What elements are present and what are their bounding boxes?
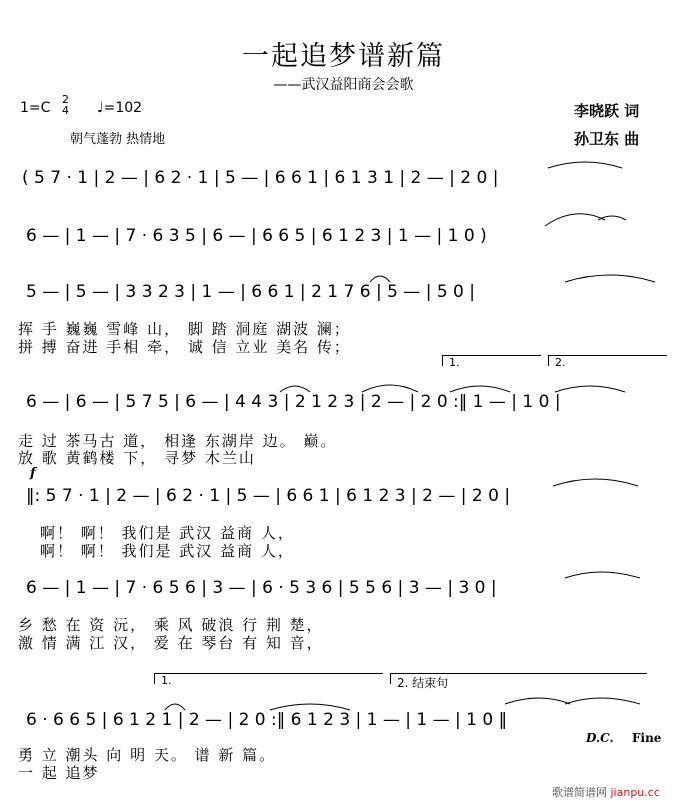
tie-arc [548,162,622,168]
tie-arc [553,479,638,486]
score-line-7: 6 · 6 6 5 | 6 1 2 1 | 2 — | 2 0 :‖ 6 1 2 3 | 1 — | 1 — | 1 0 ‖ [26,710,508,730]
composer-credit: 孙卫东 曲 [574,130,640,148]
lyrics-line-6-verse-1: 乡 愁 在 资 沅， 乘 风 破浪 行 荆 楚， [18,616,324,634]
lyrics-line-5-verse-2: 啊！ 啊！ 我们是 武汉 益商 人， [40,542,295,560]
lyrics-line-3-verse-2: 拼 搏 奋进 手相 牵， 诚 信 立业 美名 传； [18,338,351,356]
da-capo-mark: D.C. [586,731,614,745]
tie-arc [280,386,310,392]
score-line-1: ( 5 7 · 1 | 2 — | 6 2 · 1 | 5 — | 6 6 1 | 6 1 3 1 | 2 — | 2 0 | [22,168,499,188]
volta-1-label: 1. [449,356,460,369]
time-sig-bottom: 4 [62,104,69,117]
key-signature: 1=C [20,100,51,116]
score-line-5: ‖: 5 7 · 1 | 2 — | 6 2 · 1 | 5 — | 6 6 1 | 6 1 2 3 | 2 — | 2 0 | [26,486,511,506]
tie-arc [362,385,418,392]
watermark-site-name: 歌谱简谱网 [552,786,607,799]
score-line-4: 6 — | 6 — | 5 7 5 | 6 — | 4 4 3 | 2 1 2 3 | 2 — | 2 0 :‖ 1 — | 1 0 | [26,392,561,412]
score-line-6: 6 — | 1 — | 7 · 6 5 6 | 3 — | 6 · 5 3 6 | 5 5 6 | 3 — | 3 0 | [26,578,497,598]
lyrics-line-3-verse-1: 挥 手 巍巍 雪峰 山， 脚 踏 洞庭 湖波 澜； [18,320,351,338]
tie-arc [565,572,640,578]
song-title: 一起追梦谱新篇 [242,41,445,72]
lyrics-line-4-verse-1: 走 过 茶马古 道， 相逢 东湖岸 边。 巅。 [18,432,338,450]
tie-arc [565,698,640,704]
tie-arc [555,386,625,392]
fine-mark: Fine [632,731,662,745]
tie-arc [505,698,570,704]
tie-arc [565,275,655,282]
lyrics-line-7-verse-1: 勇 立 潮头 向 明 天。 谱 新 篇。 [18,746,277,764]
expression-marking: 朝气蓬勃 热情地 [70,132,166,147]
tie-arc [545,214,605,226]
score-line-2: 6 — | 1 — | 7 · 6 3 5 | 6 — | 6 6 5 | 6 1 2 3 | 1 — | 1 0 ) [26,226,487,246]
volta-1-final-label: 1. [161,674,172,687]
tie-arc [165,704,185,710]
lyrics-line-6-verse-2: 激 情 满 江 汉， 爱 在 琴台 有 知 音， [18,634,324,652]
tempo-marking: ♩=102 [97,100,143,116]
volta-2-label: 2. [555,356,566,369]
volta-2-final-label: 2. 结束句 [397,676,449,690]
tie-arc [370,276,390,282]
lyricist-credit: 李晓跃 词 [574,102,640,120]
song-subtitle: ——武汉益阳商会会歌 [273,77,414,93]
lyrics-line-5-verse-1: 啊！ 啊！ 我们是 武汉 益商 人， [40,524,295,542]
lyrics-line-7-verse-2: 一 起 追梦 [18,764,100,782]
score-line-3: 5 — | 5 — | 3 3 2 3 | 1 — | 6 6 1 | 2 1 7 6 | 5 — | 5 0 | [26,282,475,302]
time-sig-top: 2 [62,93,69,106]
tie-arc [450,386,510,392]
dynamic-forte: f [30,466,36,481]
watermark-site-url: jianpu.cc [610,786,660,799]
tie-arc [598,216,626,220]
tie-arc [270,704,350,710]
lyrics-line-4-verse-2: 放 歌 黄鹤楼 下， 寻梦 木兰山 [18,449,256,467]
